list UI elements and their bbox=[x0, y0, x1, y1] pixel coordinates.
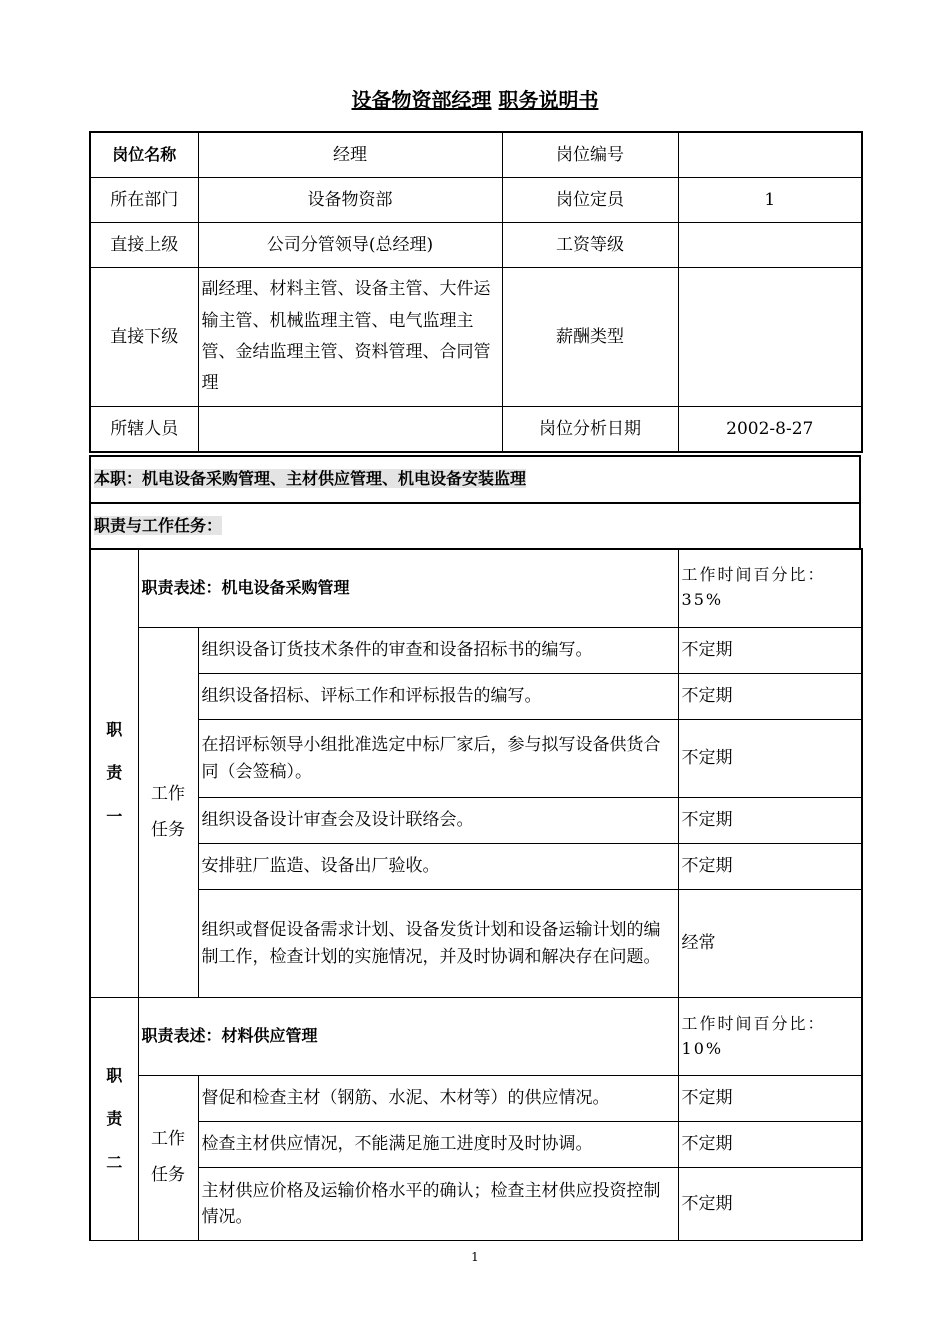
table-row bbox=[90, 674, 862, 720]
tasks-heading bbox=[90, 503, 860, 550]
page-number: 1 bbox=[471, 1250, 479, 1264]
duty-one-tasks-label: 工作 任务 bbox=[138, 628, 198, 998]
table-row bbox=[90, 503, 860, 550]
wage-value bbox=[678, 223, 862, 268]
duty-two-task-1: 督促和检查主材（钢筋、水泥、木材等）的供应情况。 bbox=[198, 1076, 678, 1122]
table-row bbox=[90, 178, 862, 223]
duty-two-time bbox=[678, 998, 862, 1076]
subordinate-label: 直接下级 bbox=[90, 268, 198, 407]
headcount-label: 岗位定员 bbox=[502, 178, 678, 223]
duty-one-task-6: 组织或督促设备需求计划、设备发货计划和设备运输计划的编制工作，检查计划的实施情况，并及时协调和解决存在问题。 bbox=[198, 890, 678, 998]
main-duty bbox=[90, 456, 860, 503]
duty-one-task-3-freq: 不定期 bbox=[678, 720, 862, 798]
pay-type-label: 薪酬类型 bbox=[502, 268, 678, 407]
analysis-date-value: 2002-8-27 bbox=[678, 407, 862, 453]
table-row bbox=[90, 549, 862, 628]
post-code-value bbox=[678, 132, 862, 178]
post-code-label: 岗位编号 bbox=[502, 132, 678, 178]
dept-label: 所在部门 bbox=[90, 178, 198, 223]
duty-one-task-1: 组织设备订货技术条件的审查和设备招标书的编写。 bbox=[198, 628, 678, 674]
table-row bbox=[90, 798, 862, 844]
subordinate-value: 副经理、材料主管、设备主管、大件运输主管、机械监理主管、电气监理主管、金结监理主管、资料管理、合同管理 bbox=[198, 268, 502, 407]
duty-one-time-value: 35% bbox=[681, 590, 724, 609]
duty-two-task-2-freq: 不定期 bbox=[678, 1122, 862, 1168]
duty-one-task-5-freq: 不定期 bbox=[678, 844, 862, 890]
duty-one-task-2: 组织设备招标、评标工作和评标报告的编写。 bbox=[198, 674, 678, 720]
table-row bbox=[90, 268, 862, 407]
duty-two-tasks-label: 工作 任务 bbox=[138, 1076, 198, 1241]
duty-one-task-4: 组织设备设计审查会及设计联络会。 bbox=[198, 798, 678, 844]
post-name-label: 岗位名称 bbox=[90, 132, 198, 178]
duty-two-task-2: 检查主材供应情况，不能满足施工进度时及时协调。 bbox=[198, 1122, 678, 1168]
table-row bbox=[90, 720, 862, 798]
wage-label: 工资等级 bbox=[502, 223, 678, 268]
table-row bbox=[90, 998, 862, 1076]
dept-value: 设备物资部 bbox=[198, 178, 502, 223]
duty-one-task-4-freq: 不定期 bbox=[678, 798, 862, 844]
duty-one-time bbox=[678, 549, 862, 628]
staff-label: 所辖人员 bbox=[90, 407, 198, 453]
duty-two-task-3: 主材供应价格及运输价格水平的确认；检查主材供应投资控制情况。 bbox=[198, 1168, 678, 1241]
table-row bbox=[90, 628, 862, 674]
duty-two-task-3-freq: 不定期 bbox=[678, 1168, 862, 1241]
table-row bbox=[90, 844, 862, 890]
title-sub: 职务说明书 bbox=[498, 88, 599, 112]
table-row bbox=[90, 1122, 862, 1168]
pay-type-value bbox=[678, 268, 862, 407]
table-row bbox=[90, 1168, 862, 1241]
table-row bbox=[90, 132, 862, 178]
duty-one-time-label: 工作时间百分比： bbox=[681, 565, 826, 585]
tasks-heading-text: 职责与工作任务： bbox=[94, 516, 223, 536]
headcount-value: 1 bbox=[678, 178, 862, 223]
summary-table bbox=[89, 455, 861, 550]
duty-two-table bbox=[89, 997, 863, 1241]
duty-two-statement: 职责表述：材料供应管理 bbox=[138, 998, 678, 1076]
duty-two-label: 职 责 二 bbox=[90, 998, 138, 1241]
duty-one-table bbox=[89, 548, 863, 998]
table-row bbox=[90, 407, 862, 453]
staff-value bbox=[198, 407, 502, 453]
duty-two-task-1-freq: 不定期 bbox=[678, 1076, 862, 1122]
duty-one-statement: 职责表述：机电设备采购管理 bbox=[138, 549, 678, 628]
post-name-value: 经理 bbox=[198, 132, 502, 178]
superior-value: 公司分管领导(总经理) bbox=[198, 223, 502, 268]
duty-one-task-2-freq: 不定期 bbox=[678, 674, 862, 720]
superior-label: 直接上级 bbox=[90, 223, 198, 268]
duty-one-label: 职 责 一 bbox=[90, 549, 138, 998]
duty-one-task-5: 安排驻厂监造、设备出厂验收。 bbox=[198, 844, 678, 890]
table-row bbox=[90, 223, 862, 268]
duty-two-time-label: 工作时间百分比： bbox=[681, 1013, 826, 1033]
duty-two-time-value: 10% bbox=[681, 1038, 724, 1058]
title-main: 设备物资部经理 bbox=[351, 88, 492, 112]
job-info-table bbox=[89, 131, 863, 453]
page-title bbox=[0, 84, 950, 113]
table-row bbox=[90, 890, 862, 998]
duty-one-task-1-freq: 不定期 bbox=[678, 628, 862, 674]
table-row bbox=[90, 456, 860, 503]
table-row bbox=[90, 1076, 862, 1122]
analysis-date-label: 岗位分析日期 bbox=[502, 407, 678, 453]
duty-one-task-6-freq: 经常 bbox=[678, 890, 862, 998]
main-duty-text: 本职：机电设备采购管理、主材供应管理、机电设备安装监理 bbox=[94, 469, 527, 489]
duty-one-task-3: 在招评标领导小组批准选定中标厂家后，参与拟写设备供货合同（会签稿）。 bbox=[198, 720, 678, 798]
